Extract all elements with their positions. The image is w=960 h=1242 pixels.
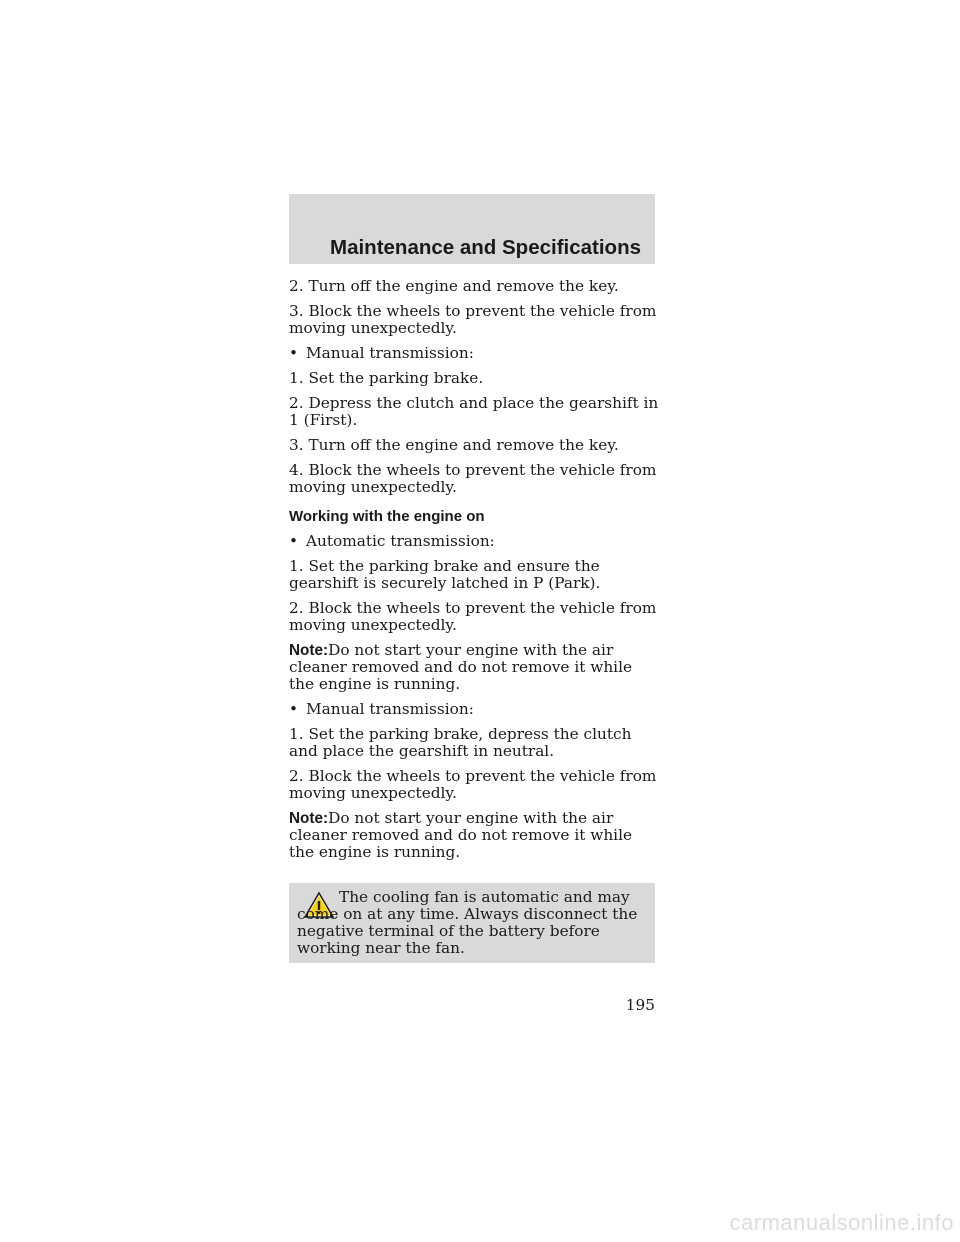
bullet-text: Manual transmission: — [306, 344, 474, 362]
warning-text: The cooling fan is automatic and may come on at any time. Always disconnect the negative terminal of the battery before working near the fan. — [297, 888, 638, 957]
note-paragraph — [289, 810, 659, 861]
subsection-heading: Working with the engine on — [289, 508, 485, 525]
page-content — [289, 278, 659, 869]
warning-box — [289, 883, 655, 963]
step-paragraph: 1. Set the parking brake and ensure the gearshift is securely latched in P (Park). — [289, 557, 601, 592]
step-paragraph: 4. Block the wheels to prevent the vehicle from moving unexpectedly. — [289, 461, 657, 496]
bullet-glyph: • — [289, 700, 299, 718]
note-label: Note: — [289, 810, 329, 827]
note-label: Note: — [289, 642, 329, 659]
step-paragraph: 2. Block the wheels to prevent the vehicle from moving unexpectedly. — [289, 767, 657, 802]
step-paragraph: 3. Block the wheels to prevent the vehicle from moving unexpectedly. — [289, 302, 657, 337]
page-number: 195 — [625, 996, 655, 1014]
step-paragraph: 2. Block the wheels to prevent the vehicle from moving unexpectedly. — [289, 599, 657, 634]
step-paragraph: 1. Set the parking brake, depress the clutch and place the gearshift in neutral. — [289, 725, 632, 760]
note-text: Do not start your engine with the air cleaner removed and do not remove it while the engine is running. — [289, 641, 633, 693]
bullet-text: Automatic transmission: — [306, 532, 495, 550]
step-paragraph: 2. Depress the clutch and place the gearshift in 1 (First). — [289, 394, 659, 429]
bullet-glyph: • — [289, 532, 299, 550]
footer-watermark — [0, 1198, 960, 1242]
bullet-item — [289, 345, 659, 362]
watermark-text: carmanualsonline.info — [729, 1210, 954, 1235]
bullet-glyph: • — [289, 344, 299, 362]
note-paragraph — [289, 642, 659, 693]
step-paragraph: 2. Turn off the engine and remove the key. — [289, 277, 619, 295]
bullet-text: Manual transmission: — [306, 700, 474, 718]
section-header-band — [289, 194, 655, 264]
bullet-item — [289, 701, 659, 718]
bullet-item — [289, 533, 659, 550]
step-paragraph: 3. Turn off the engine and remove the key. — [289, 436, 619, 454]
section-title: Maintenance and Specifications — [330, 236, 641, 259]
step-paragraph: 1. Set the parking brake. — [289, 369, 484, 387]
note-text: Do not start your engine with the air cleaner removed and do not remove it while the engine is running. — [289, 809, 633, 861]
